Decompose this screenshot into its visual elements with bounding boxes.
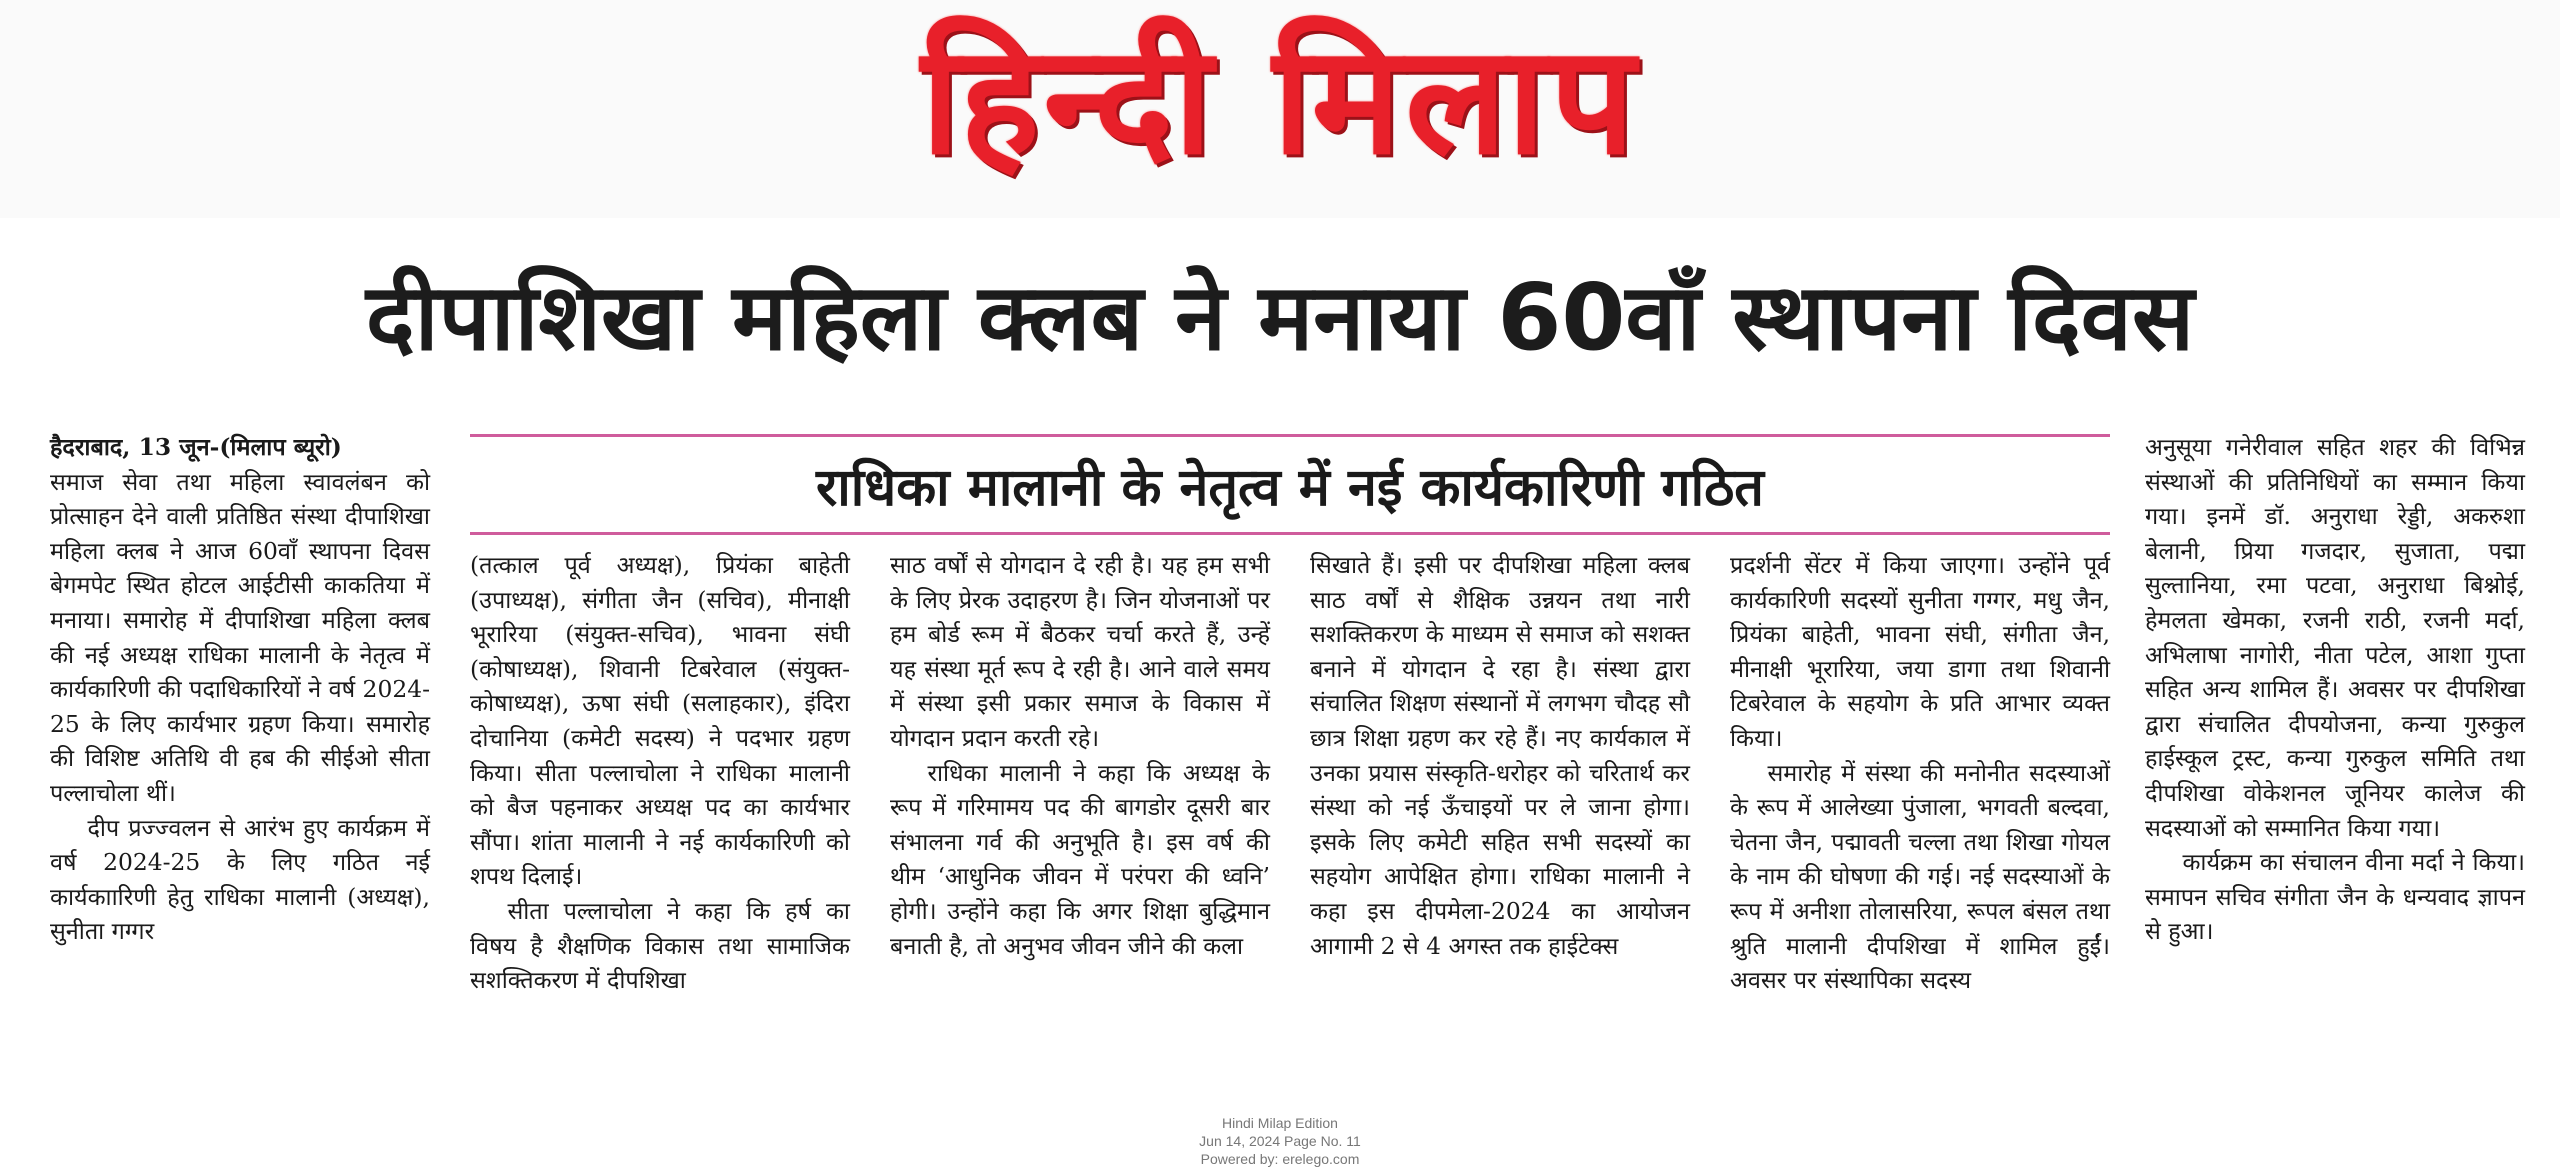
article-column-3 bbox=[890, 548, 1270, 963]
paragraph: दीप प्रज्ज्वलन से आरंभ हुए कार्यक्रम में वर्ष 2024-25 के लिए गठित नई कार्यकाारिणी हेतु राधिका मालानी (अध्यक्ष), सुनीता गग्गर bbox=[50, 813, 430, 946]
article-column-5 bbox=[1730, 548, 2110, 998]
paragraph: साठ वर्षों से योगदान दे रही है। यह हम सभी के लिए प्रेरक उदाहरण है। जिन योजनाओं पर हम बोर्ड रूम में बैठकर चर्चा करते हैं, उन्हें यह संस्था मूर्त रूप दे रही है। आने वाले समय में संस्था इसी प्रकार समाज के विकास में योगदान प्रदान करती रहे। bbox=[890, 551, 1270, 752]
footer-powered-by: Powered by: erelego.com bbox=[1200, 1151, 1360, 1167]
headline: दीपाशिखा महिला क्लब ने मनाया 60वाँ स्थापना दिवस bbox=[365, 264, 2195, 371]
paragraph: (तत्काल पूर्व अध्यक्ष), प्रियंका बाहेती (उपाध्यक्ष), संगीता जैन (सचिव), मीनाक्षी भूरारिया (संयुक्त-सचिव), भावना संघी (कोषाध्यक्ष), शिवानी टिबरेवाल (संयुक्त-कोषाध्यक्ष), ऊषा संघी (सलाहकार), इंदिरा दोचानिया (कमेटी सदस्य) ने पदभार ग्रहण किया। सीता पल्लाचोला ने राधिका मालानी को बैज पहनाकर अध्यक्ष पद का कार्यभार सौंपा। शांता मालानी ने नई कार्यकारिणी को शपथ दिलाई। bbox=[470, 551, 850, 891]
paragraph: सीता पल्लाचोला ने कहा कि हर्ष का विषय है शैक्षणिक विकास तथा सामाजिक सशक्तिकरण में दीपशिखा bbox=[470, 896, 850, 995]
subheadline: राधिका मालानी के नेतृत्व में नई कार्यकारिणी गठित bbox=[816, 458, 1764, 518]
paragraph: अनुसूया गनेरीवाल सहित शहर की विभिन्न संस्थाओं की प्रतिनिधियों का सम्मान किया गया। इनमें डॉ. अनुराधा रेड्डी, अकरुशा बेलानी, प्रिया गजदार, सुजाता, पद्मा सुल्तानिया, रमा पटवा, अनुराधा बिश्नोई, हेमलता खेमका, रजनी राठी, रजनी मर्दा, अभिलाषा नागोरी, नीता पटेल, आशा गुप्ता सहित अन्य शामिल हैं। अवसर पर दीपशिखा द्वारा संचालित दीपयोजना, कन्या गुरुकुल हाईस्कूल ट्रस्ट, कन्या गुरुकुल समिति तथा दीपशिखा वोकेशनल जूनियर कालेज की सदस्याओं को सम्मानित किया गया। bbox=[2145, 433, 2525, 842]
footer-date-page: Jun 14, 2024 Page No. 11 bbox=[1199, 1133, 1361, 1149]
dateline: हैदराबाद, 13 जून-(मिलाप ब्यूरो) bbox=[50, 433, 342, 461]
page-footer bbox=[980, 1114, 1580, 1168]
article-column-6 bbox=[2145, 430, 2525, 949]
subheadline-rule-bottom bbox=[470, 532, 2110, 535]
subheadline-rule-top bbox=[470, 434, 2110, 437]
paragraph: समारोह में संस्था की मनोनीत सदस्याओं के रूप में आलेख्या पुंजाला, भगवती बल्दवा, चेतना जैन, पद्मावती चल्ला तथा शिखा गोयल के नाम की घोषणा की गई। नई सदस्याओं के रूप में अनीशा तोलासरिया, रूपल बंसल तथा श्रुति मालानी दीपशिखा में शामिल हुईं। अवसर पर संस्थापिका सदस्य bbox=[1730, 758, 2110, 995]
article-column-1 bbox=[50, 430, 430, 949]
masthead-logo: हिन्दी मिलाप bbox=[921, 12, 1639, 188]
article-column-4 bbox=[1310, 548, 1690, 963]
footer-edition: Hindi Milap Edition bbox=[1222, 1115, 1338, 1131]
paragraph: सिखाते हैं। इसी पर दीपशिखा महिला क्लब साठ वर्षों से शैक्षिक उन्नयन तथा नारी सशक्तिकरण के माध्यम से समाज को सशक्त बनाने में योगदान दे रहा है। संस्था द्वारा संचालित शिक्षण संस्थानों में लगभग चौदह सौ छात्र शिक्षा ग्रहण कर रहे हैं। नए कार्यकाल में उनका प्रयास संस्कृति-धरोहर को चरितार्थ कर संस्था को नई ऊँचाइयों पर ले जाना होगा। इसके लिए कमेटी सहित सभी सदस्यों का सहयोग आपेक्षित होगा। राधिका मालानी ने कहा इस दीपमेला-2024 का आयोजन आगामी 2 से 4 अगस्त तक हाईटेक्स bbox=[1310, 551, 1690, 960]
paragraph: प्रदर्शनी सेंटर में किया जाएगा। उन्होंने पूर्व कार्यकारिणी सदस्यों सुनीता गग्गर, मधु जैन, प्रियंका बाहेती, भावना संघी, संगीता जैन, मीनाक्षी भूरारिया, जया डागा तथा शिवानी टिबरेवाल के सहयोग के प्रति आभार व्यक्त किया। bbox=[1730, 551, 2110, 752]
paragraph: समाज सेवा तथा महिला स्वावलंबन को प्रोत्साहन देने वाली प्रतिष्ठित संस्था दीपाशिखा महिला क्लब ने आज 60वाँ स्थापना दिवस बेगमपेट स्थित होटल आईटीसी काकतिया में मनाया। समारोह में दीपाशिखा महिला क्लब की नई अध्यक्ष राधिका मालानी के नेतृत्व में कार्यकारिणी की पदाधिकारियों ने वर्ष 2024-25 के लिए कार्यभार ग्रहण किया। समारोह की विशिष्ट अतिथि वी हब की सीईओ सीता पल्लाचोला थीं। bbox=[50, 467, 430, 807]
paragraph: कार्यक्रम का संचालन वीना मर्दा ने किया। समापन सचिव संगीता जैन के धन्यवाद ज्ञापन से हुआ। bbox=[2145, 848, 2525, 946]
article-column-2 bbox=[470, 548, 850, 998]
paragraph: राधिका मालानी ने कहा कि अध्यक्ष के रूप में गरिमामय पद की बागडोर दूसरी बार संभालना गर्व की अनुभूति है। इस वर्ष की थीम ‘आधुनिक जीवन में परंपरा की ध्वनि’ होगी। उन्होंने कहा कि अगर शिक्षा बुद्धिमान बनाती है, तो अनुभव जीवन जीने की कला bbox=[890, 758, 1270, 960]
